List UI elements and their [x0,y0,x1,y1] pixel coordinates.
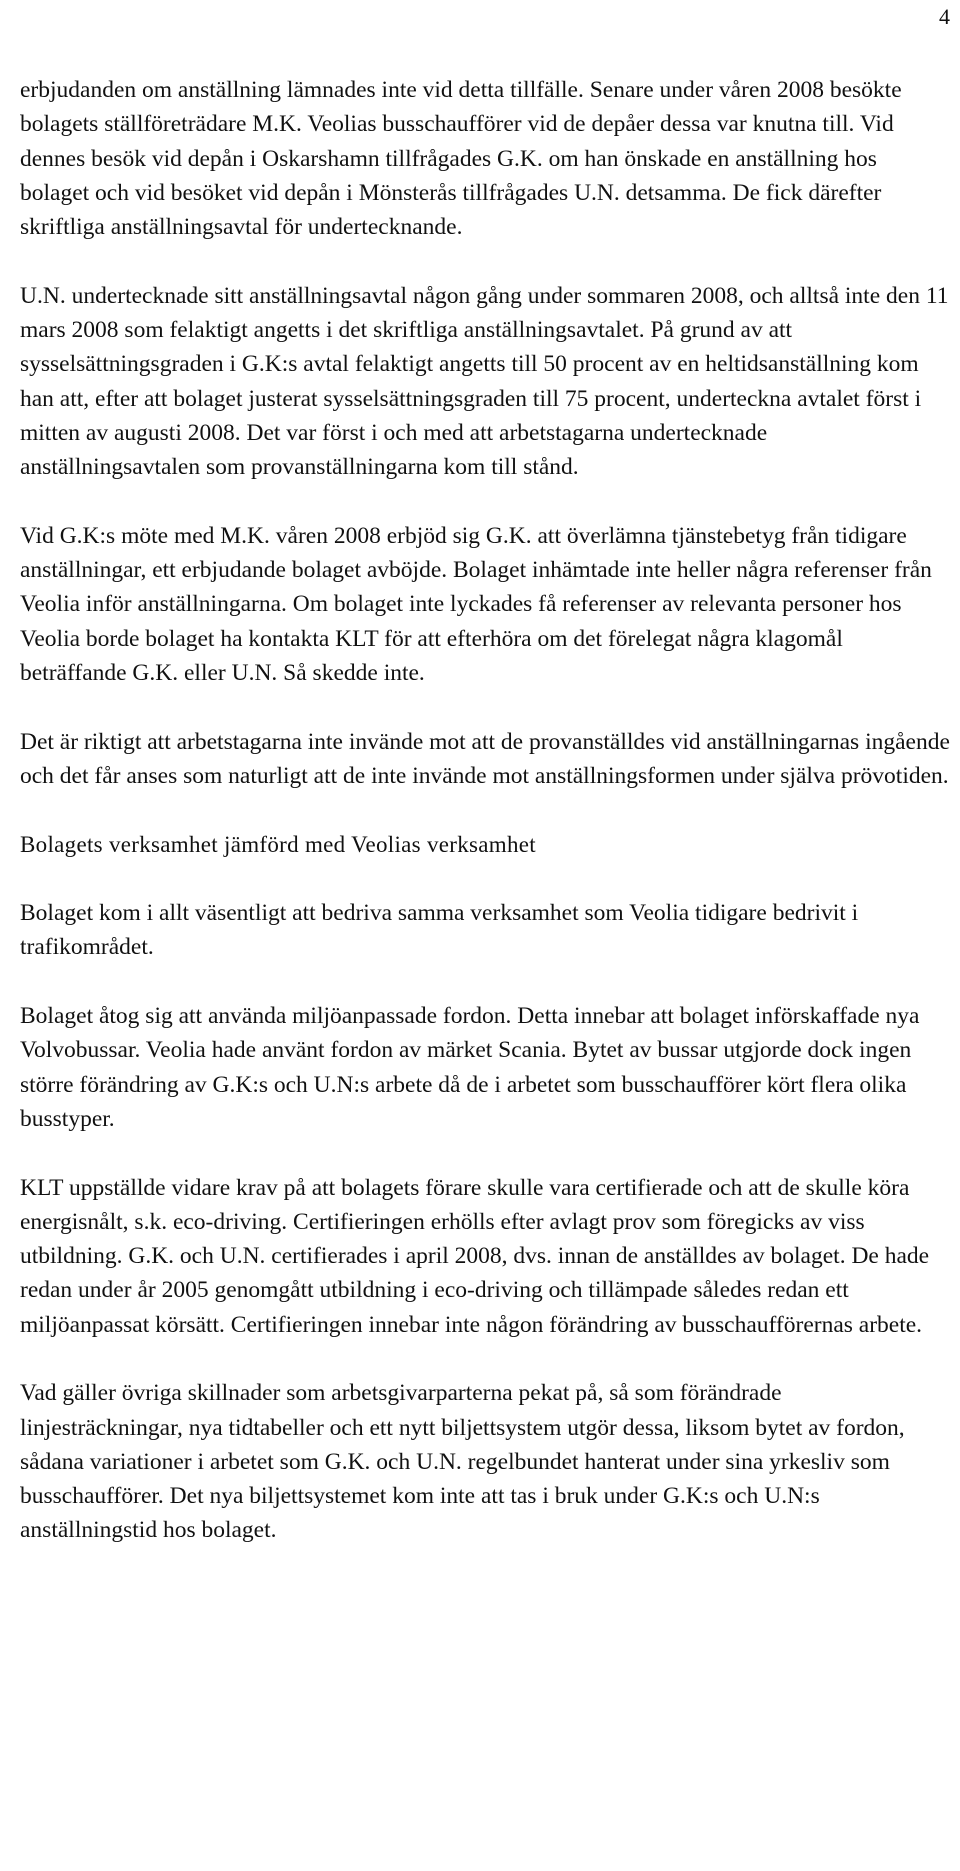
paragraph: U.N. undertecknade sitt anställningsavtal någon gång under sommaren 2008, och alltså inte den 11 mars 2008 som felaktigt angetts i det skriftliga anställningsavtalet. På grund av att sysselsättningsgraden i G.K:s avtal felaktigt angetts till 50 procent av en heltidsanställning kom han att, efter att bolaget justerat sysselsättningsgraden till 75 procent, underteckna avtalet först i mitten av augusti 2008. Det var först i och med att arbetstagarna undertecknade anställningsavtalen som provanställningarna kom till stånd. [20,282,949,481]
paragraph: Vid G.K:s möte med M.K. våren 2008 erbjöd sig G.K. att överlämna tjänstebetyg från tidigare anställningar, ett erbjudande bolaget avböjde. Bolaget inhämtade inte heller några referenser från Veolia inför anställningarna. Om bolaget inte lyckades få referenser av relevanta personer hos Veolia borde bolaget ha kontakta KLT för att efterhöra om det förelegat några klagomål beträffande G.K. eller U.N. Så skedde inte. [20,522,932,687]
document-body [20,73,950,1548]
page-number: 4 [939,4,950,29]
paragraph: Vad gäller övriga skillnader som arbetsgivarparterna pekat på, så som förändrade linjesträckningar, nya tidtabeller och ett nytt biljettsystem utgör dessa, liksom bytet av fordon, sådana variationer i arbetet som G.K. och U.N. regelbundet hanterat under sina yrkesliv som busschaufförer. Det nya biljettsystemet kom inte att tas i bruk under G.K:s och U.N:s anställningstid hos bolaget. [20,1380,905,1544]
paragraph: Det är riktigt att arbetstagarna inte invände mot att de provanställdes vid anställningarnas ingående och det får anses som naturligt att de inte invände mot anställningsformen under själva prövotiden. [20,728,950,789]
paragraph: KLT uppställde vidare krav på att bolagets förare skulle vara certifierade och att de skulle köra energisnålt, s.k. eco-driving. Certifieringen erhölls efter avlagt prov som föregicks av viss utbildning. G.K. och U.N. certifierades i april 2008, dvs. innan de anställdes av bolaget. De hade redan under år 2005 genomgått utbildning i eco-driving och tillämpade således redan ett miljöanpassat körsätt. Certifieringen innebar inte någon förändring av busschaufförernas arbete. [20,1174,930,1338]
section-heading: Bolagets verksamhet jämförd med Veolias verksamhet [20,831,536,857]
paragraph: Bolaget åtog sig att använda miljöanpassade fordon. Detta innebar att bolaget införskaffade nya Volvobussar. Veolia hade använt fordon av märket Scania. Bytet av bussar utgjorde dock ingen större förändring av G.K:s och U.N:s arbete då de i arbetet som busschaufförer kört flera olika busstyper. [20,1003,920,1132]
paragraph: Bolaget kom i allt väsentligt att bedriva samma verksamhet som Veolia tidigare bedrivit i trafikområdet. [20,900,859,961]
paragraph: erbjudanden om anställning lämnades inte vid detta tillfälle. Senare under våren 2008 besökte bolagets ställföreträdare M.K. Veolias busschaufförer vid de depåer dessa var knutna till. Vid dennes besök vid depån i Oskarshamn tillfrågades G.K. om han önskade en anställning hos bolaget och vid besöket vid depån i Mönsterås tillfrågades U.N. detsamma. De fick därefter skriftliga anställningsavtal för undertecknande. [20,77,902,241]
